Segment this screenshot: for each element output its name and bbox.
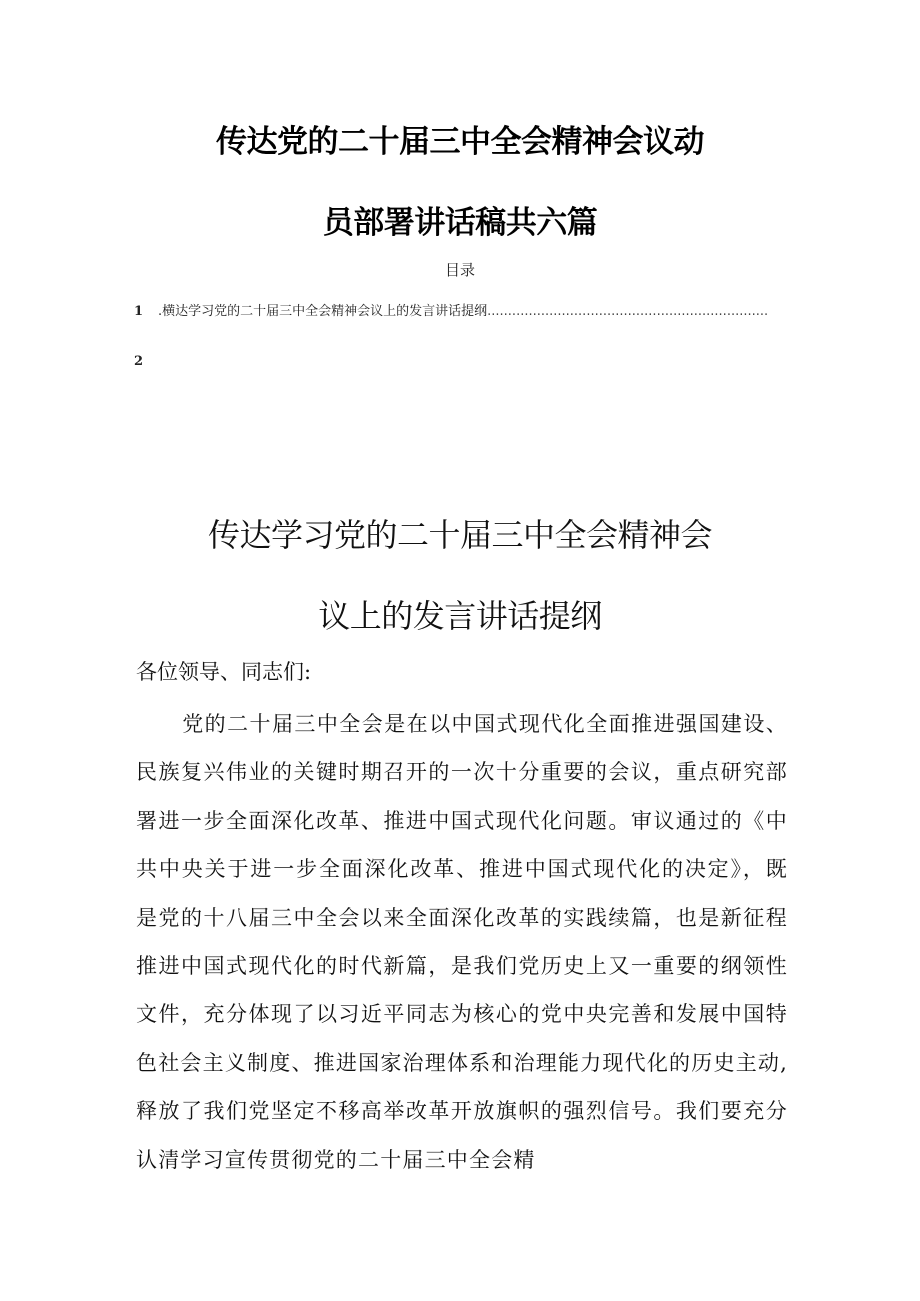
document-title-line-1: 传达党的二十届三中全会精神会议动	[216, 124, 704, 160]
toc-entry-text: .横达学习党的二十届三中全会精神会议上的发言讲话提纲	[158, 304, 488, 319]
section-title-line-1: 传达学习党的二十届三中全会精神会	[207, 516, 712, 554]
section-title-line-2: 议上的发言讲话提纲	[318, 597, 602, 635]
toc-entry-page-number: 2	[134, 354, 144, 369]
document-title-line-2: 员部署讲话稿共六篇	[322, 205, 598, 241]
body-paragraph: 党的二十届三中全会是在以中国式现代化全面推进强国建设、民族复兴伟业的关键时期召开的一次十分重要的会议，重点研究部署进一步全面深化改革、推进中国式现代化问题。审议通过的《中共中央关于进一步全面深化改革、推进中国式现代化的决定》，既是党的十八届三中全会以来全面深化改革的实践续篇，也是新征程推进中国式现代化的时代新篇，是我们党历史上又一重要的纲领性文件，充分体现了以习近平同志为核心的党中央完善和发展中国特色社会主义制度、推进国家治理体系和治理能力现代化的历史主动,释放了我们党坚定不移高举改革开放旗帜的强烈信号。我们要充分认清学习宣传贯彻党的二十届三中全会精	[136, 712, 788, 1172]
toc-entry-number: 1	[134, 304, 144, 319]
salutation: 各位领导、同志们:	[136, 660, 312, 684]
toc-entry-leader: ....................................................................	[487, 304, 769, 319]
toc-entry[interactable]	[134, 300, 774, 319]
toc-heading: 目录	[444, 261, 475, 279]
